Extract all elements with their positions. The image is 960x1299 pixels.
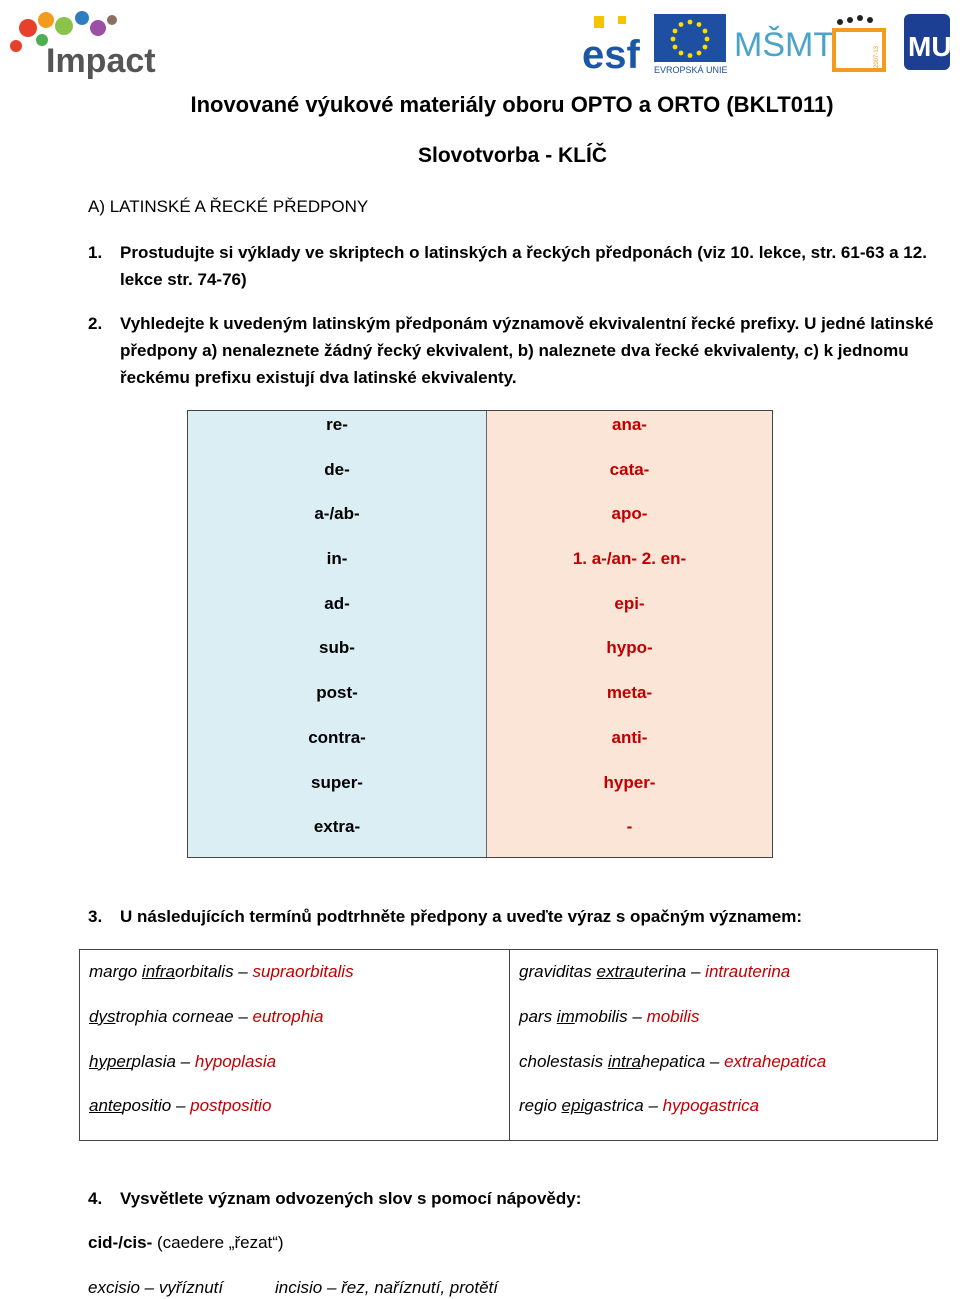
root-bold: cid-/cis- [88,1233,153,1252]
op-vk-logo-text: 2007-13 [874,45,880,68]
root-hint [88,1233,284,1253]
prefix-table [187,410,773,858]
greek-prefix-cell: - [626,817,633,837]
term-prefix: infra [141,962,175,981]
eu-flag-logo-text: EVROPSKÁ UNIE [654,65,728,75]
greek-prefix-cell: apo- [611,504,648,524]
term-text: gastrica – [584,1096,663,1116]
latin-prefix-cell: a-/ab- [314,504,360,524]
term-prefix: hyper [89,1051,132,1071]
opposite-term-row [519,1007,937,1052]
opposite-term-row [519,1052,937,1097]
latin-prefix-cell: contra- [308,727,366,747]
latin-prefix-cell: super- [311,772,363,792]
task2-number: 2. [88,314,103,333]
eu-flag-logo [654,14,728,75]
impact-logo [6,6,166,80]
example-incisio: incisio – řez, naříznutí, protětí [275,1278,498,1297]
term-text: graviditas [519,962,597,981]
document-title: Inovované výukové materiály oboru OPTO a ORTO (BKLT011) [190,92,834,117]
greek-prefix-cell: epi- [614,593,645,613]
opposites-table [79,949,938,1141]
latin-prefix-column [188,411,487,857]
greek-prefix-cell: meta- [606,683,653,703]
term-prefix: epi [561,1096,585,1116]
task2-text: Vyhledejte k uvedeným latinským předponám významově ekvivalentní řecké prefixy. U jedné latinské předpony a) nenaleznete žádný řecký ekvivalent, b) naleznete dva řecké ekvivalenty, c) k jednomu řeckému prefixu existují dva latinské ekvivalenty. [120,314,934,387]
opposite-answer: supraorbitalis [252,962,354,981]
term-text: regio [519,1096,562,1116]
opposite-answer: extrahepatica [724,1051,827,1071]
greek-prefix-column [487,411,772,857]
op-vk-logo [834,15,884,70]
opposite-answer: postpositio [190,1096,272,1116]
term-text: cholestasis [519,1051,608,1071]
partner-logos [578,10,956,76]
term-text: mobilis – [574,1006,647,1026]
term-prefix: im [556,1006,575,1026]
greek-prefix-cell: 1. a-/an- 2. en- [572,549,687,569]
opposite-term-row [519,1096,937,1141]
opposite-answer: mobilis [646,1006,700,1026]
task4-number: 4. [88,1189,103,1208]
task3-number: 3. [88,907,103,926]
term-text: plasia – [131,1051,195,1071]
term-text: margo [89,962,142,981]
task1-text: Prostudujte si výklady ve skriptech o latinských a řeckých předponách (viz 10. lekce, str. 61-63 a 12. lekce str. 74-76) [120,243,927,289]
opposite-answer: hypogastrica [662,1096,760,1116]
term-text: orbitalis – [175,962,253,981]
term-prefix: extra [596,962,635,981]
greek-prefix-cell: anti- [611,727,648,747]
greek-prefix-cell: cata- [609,459,650,479]
latin-prefix-cell: post- [316,683,358,703]
task4-text: Vysvětlete význam odvozených slov s pomocí nápovědy: [120,1189,582,1208]
opposites-right-column [510,950,937,1140]
root-meaning: (caedere „řezat“) [152,1233,284,1252]
latin-prefix-cell: re- [326,415,348,434]
document-subtitle: Slovotvorba - KLÍČ [418,144,608,167]
esf-logo-text: esf [582,33,640,76]
term-prefix: ante [89,1096,123,1116]
latin-prefix-cell: in- [326,549,348,569]
term-text: hepatica – [640,1051,725,1071]
greek-prefix-cell: hypo- [606,638,653,658]
mu-logo-text: MU [908,31,952,62]
term-text: pars [519,1006,557,1026]
greek-prefix-cell: hyper- [603,772,656,792]
term-text: positio – [122,1096,191,1116]
term-text: trophia corneae – [115,1006,253,1026]
opposite-answer: eutrophia [252,1006,324,1026]
opposite-answer: hypoplasia [194,1051,277,1071]
latin-prefix-cell: extra- [313,817,361,837]
msmt-logo [734,26,834,64]
opposite-term-row [519,962,937,1007]
opposite-term-row [89,1052,509,1097]
esf-logo [582,14,646,76]
greek-prefix-cell: ana- [612,415,647,434]
term-prefix: intra [607,1051,641,1071]
section-a-heading: A) LATINSKÉ A ŘECKÉ PŘEDPONY [88,197,369,216]
example-excisio: excisio – vyříznutí [88,1278,224,1297]
opposite-term-row [89,1096,509,1141]
opposite-term-row [89,1007,509,1052]
opposites-left-column [80,950,510,1140]
opposite-answer: intrauterina [705,962,791,981]
msmt-logo-text: MŠMT [734,26,835,64]
term-prefix: dys [89,1006,116,1026]
task3-text: U následujících termínů podtrhněte předpony a uveďte výraz s opačným významem: [120,907,803,926]
latin-prefix-cell: sub- [319,638,355,658]
latin-prefix-cell: ad- [324,593,350,613]
task1-number: 1. [88,243,103,262]
opposite-term-row [89,962,509,1007]
mu-logo [904,14,952,70]
term-text: uterina – [634,962,706,981]
latin-prefix-cell: de- [324,459,350,479]
impact-logo-text: Impact [46,42,156,80]
